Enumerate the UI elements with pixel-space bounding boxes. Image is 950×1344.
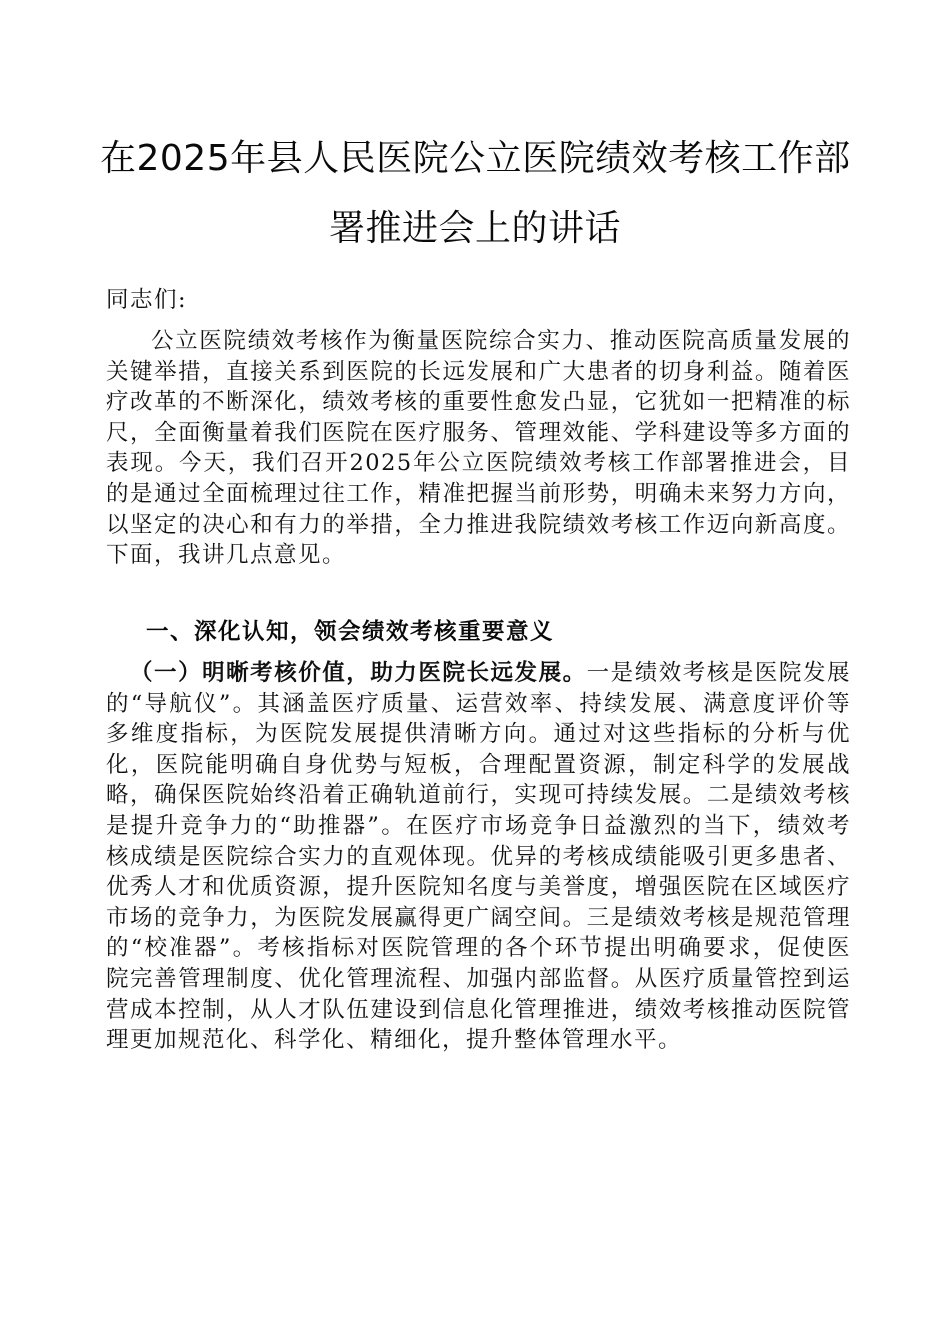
subsection-lead: （一）明晰考核价值，助力医院长远发展。 <box>130 660 587 686</box>
subsection-body: 一是绩效考核是医院发展的“导航仪”。其涵盖医疗质量、运营效率、持续发展、满意度评价等多维度指标，为医院发展提供清晰方向。通过对这些指标的分析与优化，医院能明确自身优势与短板，合理配置资源，制定科学的发展战略，确保医院始终沿着正确轨道前行，实现可持续发展。二是绩效考核是提升竞争力的“助推器”。在医疗市场竞争日益激烈的当下，绩效考核成绩是医院综合实力的直观体现。优异的考核成绩能吸引更多患者、优秀人才和优质资源，提升医院知名度与美誉度，增强医院在区域医疗市场的竞争力，为医院发展赢得更广阔空间。三是绩效考核是规范管理的“校准器”。考核指标对医院管理的各个环节提出明确要求，促使医院完善管理制度、优化管理流程、加强内部监督。从医疗质量管控到运营成本控制，从人才队伍建设到信息化管理推进，绩效考核推动医院管理更加规范化、科学化、精细化，提升整体管理水平。 <box>106 660 851 1054</box>
document-title-line2: 署推进会上的讲话 <box>328 208 621 249</box>
subsection-paragraph-1 <box>106 658 851 1056</box>
intro-paragraph: 公立医院绩效考核作为衡量医院综合实力、推动医院高质量发展的关键举措，直接关系到医院的长远发展和广大患者的切身利益。随着医疗改革的不断深化，绩效考核的重要性愈发凸显，它犹如一把精准的标尺，全面衡量着我们医院在医疗服务、管理效能、学科建设等多方面的表现。今天，我们召开2025年公立医院绩效考核工作部署推进会，目的是通过全面梳理过往工作，精准把握当前形势，明确未来努力方向，以坚定的决心和有力的举措，全力推进我院绩效考核工作迈向新高度。下面，我讲几点意见。 <box>106 328 851 569</box>
section-heading-1: 一、深化认知，领会绩效考核重要意义 <box>146 619 555 645</box>
salutation: 同志们: <box>106 287 188 313</box>
document-title-line1: 在2025年县人民医院公立医院绩效考核工作部 <box>100 138 851 179</box>
